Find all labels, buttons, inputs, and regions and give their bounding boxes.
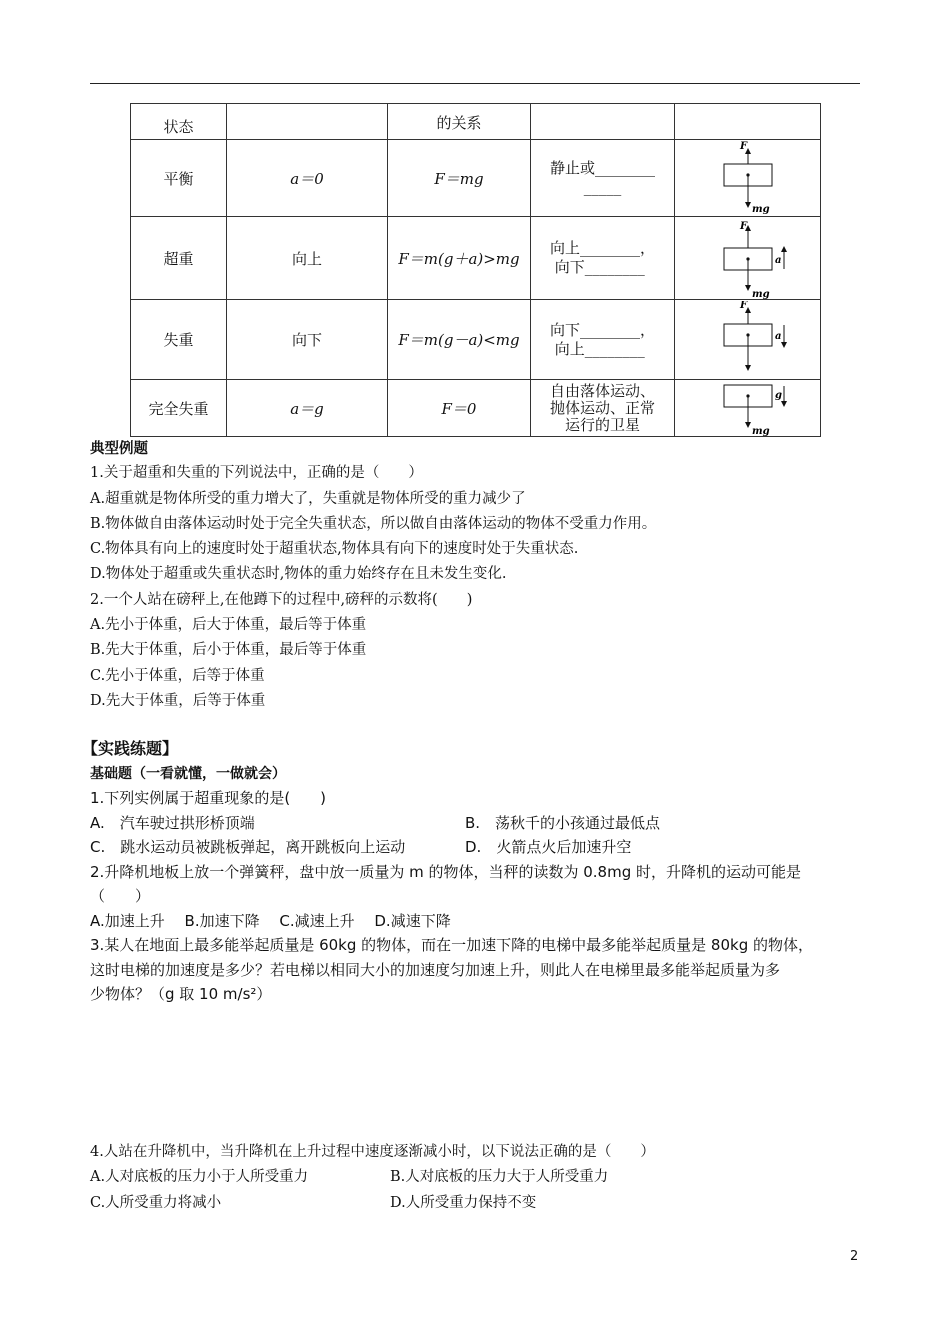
diagram-cell xyxy=(675,380,821,437)
comma: ， xyxy=(640,320,656,339)
option-text: A.人对底板的压力小于人所受重力 xyxy=(90,1169,309,1186)
state-cell: 失重 xyxy=(131,300,227,380)
option-text: D.先大于体重，后等于体重 xyxy=(90,692,266,709)
force-diagram-overweight xyxy=(688,217,808,299)
option-text: B.人对底板的压力大于人所受重力 xyxy=(390,1169,609,1186)
question-text: 1.下列实例属于超重现象的是( ) xyxy=(90,789,327,807)
comma: ， xyxy=(640,239,656,257)
state-cell: 超重 xyxy=(131,217,227,300)
condition-cell xyxy=(531,380,675,437)
condition-cell xyxy=(531,217,675,300)
relation-cell: F＝m(g－a)<mg xyxy=(388,300,531,380)
blank: ________ xyxy=(584,258,645,276)
force-diagram-weightless xyxy=(688,380,808,436)
weight-label: mg xyxy=(751,289,770,299)
option-text: B.物体做自由落体运动时处于完全失重状态，所以做自由落体运动的物体不受重力作用。 xyxy=(90,515,657,532)
header-rule xyxy=(90,83,860,84)
weight-label: mg xyxy=(751,426,770,436)
force-label: F xyxy=(739,300,747,311)
option-text: C.物体具有向上的速度时处于超重状态,物体具有向下的速度时处于失重状态. xyxy=(90,541,579,558)
question-text: 少物体？（g 取 10 m/s²） xyxy=(90,985,272,1003)
relation-cell: F＝mg xyxy=(388,140,531,217)
blank: ________ xyxy=(584,339,645,358)
question-text: 4.人站在升降机中，当升降机在上升过程中速度逐渐减小时，以下说法正确的是（ ） xyxy=(90,1144,655,1160)
condition-text: 静止或 xyxy=(549,159,595,177)
practice-title: 【实践练题】 xyxy=(82,739,179,758)
header-relation: 的关系 xyxy=(388,104,531,140)
option-text: D.物体处于超重或失重状态时,物体的重力始终存在且未发生变化. xyxy=(90,566,507,583)
accel-cell: a＝g xyxy=(227,380,388,437)
accel-label: a xyxy=(774,330,781,342)
option-text: C.人所受重力将减小 xyxy=(90,1194,222,1211)
diagram-cell xyxy=(675,140,821,217)
condition-text: 自由落体运动、 xyxy=(549,381,655,400)
accel-cell: a＝0 xyxy=(227,140,388,217)
option-text: C. 跳水运动员被跳板弹起，离开跳板向上运动 xyxy=(90,838,406,856)
option-text: A.超重就是物体所受的重力增大了，失重就是物体所受的重力减少了 xyxy=(90,490,526,507)
option-row xyxy=(90,1165,655,1190)
diagram-cell xyxy=(675,300,821,380)
option-text: C.先小于体重，后等于体重 xyxy=(90,667,265,684)
relation-cell: F＝0 xyxy=(388,380,531,437)
table-row xyxy=(131,140,821,217)
table-header-row xyxy=(131,104,821,140)
force-label: F xyxy=(739,221,747,232)
option-text: D.人所受重力保持不变 xyxy=(390,1194,537,1211)
examples-title: 典型例题 xyxy=(90,440,148,457)
diagram-cell xyxy=(675,217,821,300)
weight-label: mg xyxy=(751,204,770,215)
condition-text: 向下 xyxy=(554,258,585,276)
state-table xyxy=(130,103,821,437)
question-text: 3.某人在地面上最多能举起质量是 60kg 的物体，而在一加速下降的电梯中最多能举起质量是 80kg 的物体， xyxy=(90,936,813,954)
blank: ________ xyxy=(595,159,655,177)
header-empty xyxy=(227,104,388,140)
option-text: B.先大于体重，后小于体重，最后等于体重 xyxy=(90,642,367,659)
table-row xyxy=(131,380,821,437)
condition-text: 向下 xyxy=(549,320,580,339)
blank: ________ xyxy=(580,239,640,257)
accel-label: a xyxy=(774,255,781,266)
practice-subtitle: 基础题（一看就懂，一做就会） xyxy=(90,765,286,782)
page-number: 2 xyxy=(850,1249,859,1264)
question-text: 这时电梯的加速度是多少？若电梯以相同大小的加速度匀加速上升，则此人在电梯里最多能举起质量为多 xyxy=(90,960,781,979)
blank: _____ xyxy=(583,178,622,196)
option-row xyxy=(90,1191,655,1216)
state-cell: 平衡 xyxy=(131,140,227,217)
examples-section xyxy=(90,436,656,714)
force-label: F xyxy=(739,141,747,152)
header-state: 状态 xyxy=(131,104,227,140)
accel-cell: 向上 xyxy=(227,217,388,300)
question-text: 2.一个人站在磅秤上,在他蹲下的过程中,磅秤的示数将( ) xyxy=(90,591,473,608)
table-row xyxy=(131,300,821,380)
condition-cell xyxy=(531,140,675,217)
force-diagram-balance xyxy=(688,140,808,216)
table-row xyxy=(131,217,821,300)
option-text: A. 汽车驶过拱形桥顶端 xyxy=(90,813,255,832)
gravity-label: g xyxy=(774,390,782,401)
option-row: A.加速上升 B.加速下降 C.减速上升 D.减速下降 xyxy=(90,911,451,930)
accel-cell: 向下 xyxy=(227,300,388,380)
condition-cell xyxy=(531,300,675,380)
option-text: B. 荡秋千的小孩通过最低点 xyxy=(465,813,661,832)
blank: ________ xyxy=(580,320,640,339)
option-text: A.先小于体重，后大于体重，最后等于体重 xyxy=(90,617,367,634)
condition-text: 向上 xyxy=(549,239,580,257)
question-text: 1.关于超重和失重的下列说法中，正确的是（ ） xyxy=(90,465,423,482)
condition-text: 向上 xyxy=(554,339,585,358)
option-row xyxy=(90,835,813,860)
option-row xyxy=(90,811,813,836)
state-cell: 完全失重 xyxy=(131,380,227,437)
header-empty xyxy=(675,104,821,140)
question-text: 2.升降机地板上放一个弹簧秤，盘中放一质量为 m 的物体，当秤的读数为 0.8mg 时，升降机的运动可能是 xyxy=(90,862,801,881)
question-4 xyxy=(90,1140,655,1216)
option-text: D. 火箭点火后加速升空 xyxy=(465,838,632,856)
condition-text: 运行的卫星 xyxy=(564,415,640,434)
header-empty xyxy=(531,104,675,140)
question-text: （ ） xyxy=(90,887,151,905)
practice-section xyxy=(82,737,813,1007)
force-diagram-underweight xyxy=(688,301,808,379)
relation-cell: F＝m(g＋a)>mg xyxy=(388,217,531,300)
condition-text: 抛体运动、正常 xyxy=(549,398,655,417)
